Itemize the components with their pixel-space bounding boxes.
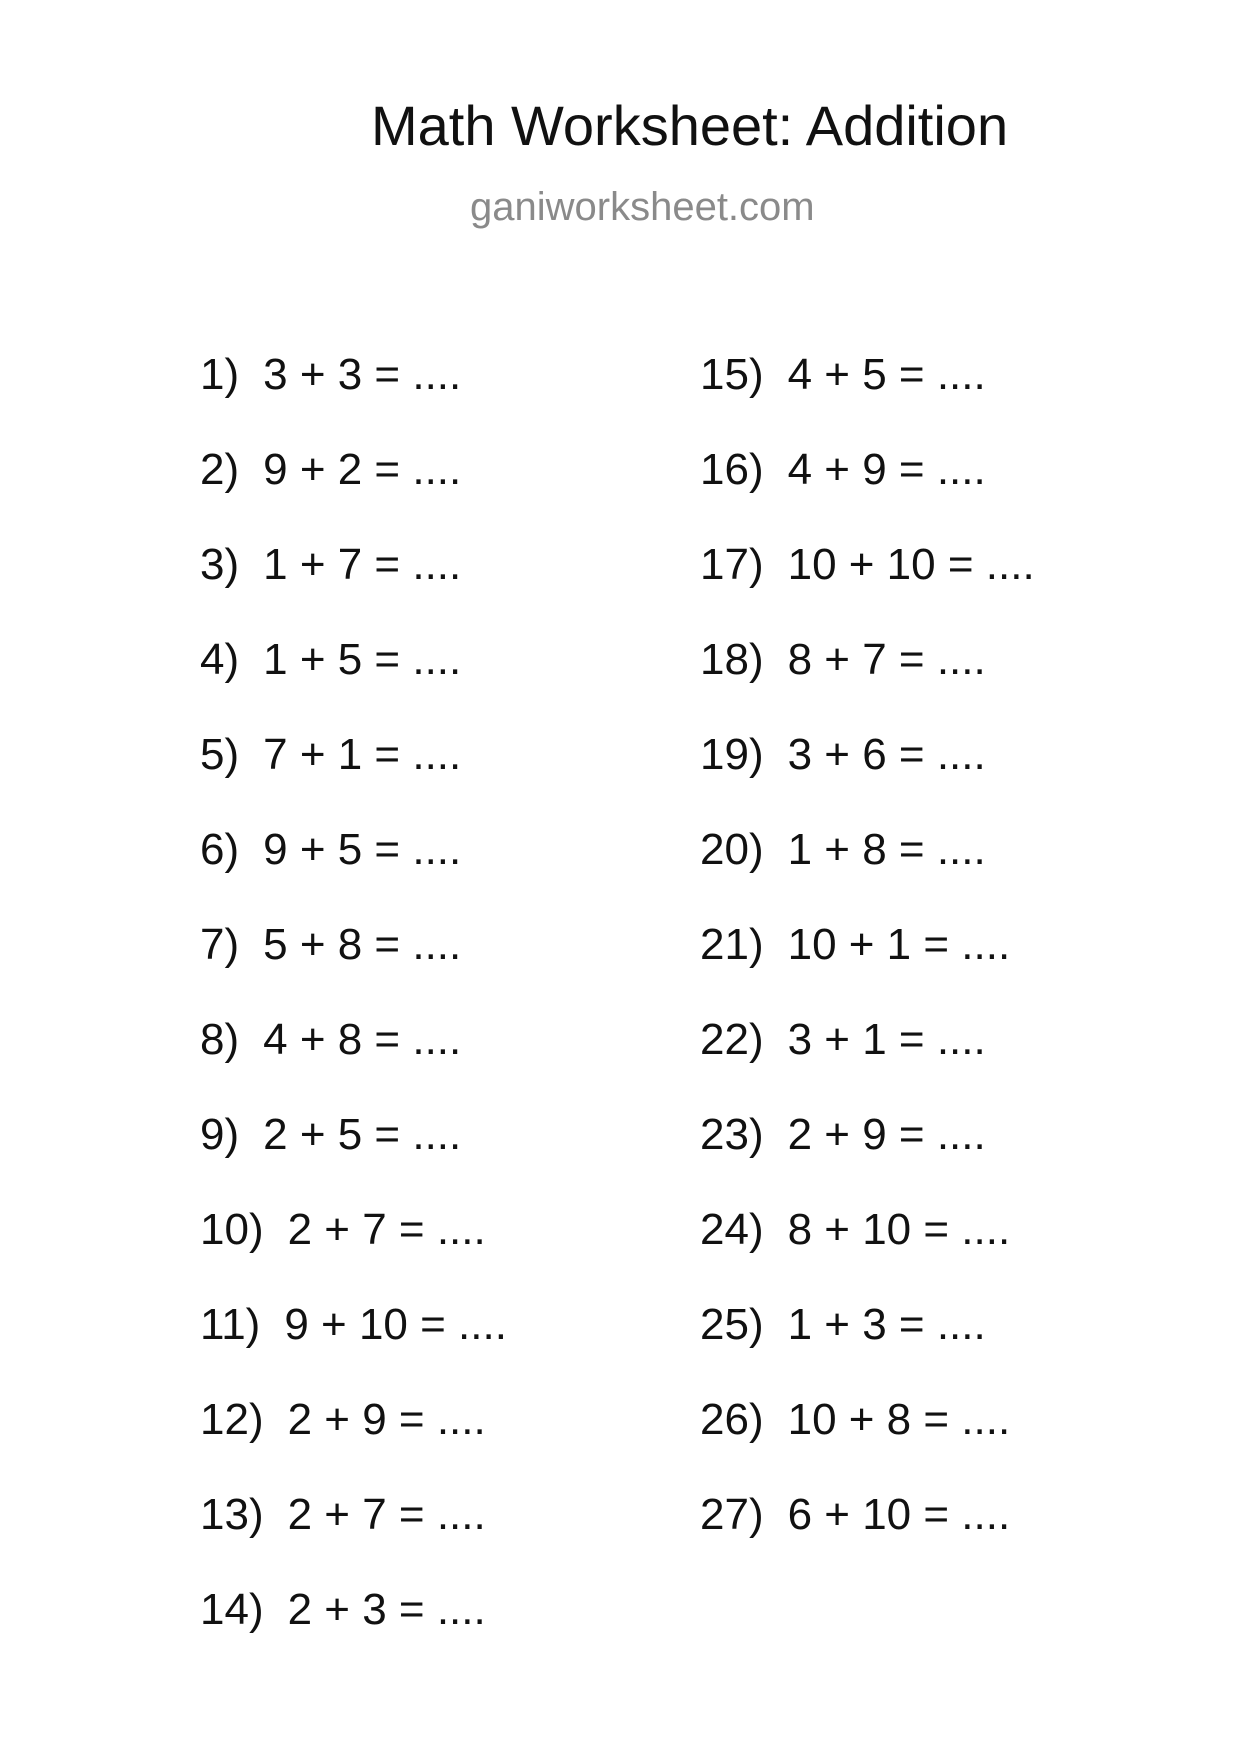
worksheet-title: Math Worksheet: Addition [371, 94, 1009, 157]
problem-expression: 1 + 3 = .... [787, 1300, 986, 1349]
problem-number: 9) [200, 1110, 240, 1159]
problem-expression: 5 + 8 = .... [263, 920, 462, 969]
problem-item [700, 1395, 1035, 1493]
problem-item [700, 1205, 1035, 1303]
problem-expression: 9 + 2 = .... [263, 445, 462, 494]
problem-number: 5) [200, 730, 240, 779]
problem-expression: 2 + 7 = .... [287, 1205, 486, 1254]
problem-number: 1) [200, 350, 240, 399]
problem-expression: 9 + 10 = .... [284, 1300, 507, 1349]
problem-item [700, 350, 1035, 448]
problem-expression: 4 + 5 = .... [787, 350, 986, 399]
problem-number: 12) [200, 1395, 264, 1444]
problem-item [700, 920, 1035, 1018]
problem-number: 3) [200, 540, 240, 589]
problem-number: 13) [200, 1490, 264, 1539]
problem-expression: 3 + 1 = .... [787, 1015, 986, 1064]
problem-expression: 2 + 9 = .... [287, 1395, 486, 1444]
problem-item [200, 445, 507, 543]
problem-item [200, 350, 507, 448]
problem-number: 14) [200, 1585, 264, 1634]
problem-item [200, 635, 507, 733]
problem-number: 8) [200, 1015, 240, 1064]
problem-column-right [700, 350, 1035, 1588]
problem-item [700, 445, 1035, 543]
problem-number: 20) [700, 825, 764, 874]
problem-item [200, 1395, 507, 1493]
problem-number: 10) [200, 1205, 264, 1254]
problem-item [200, 1585, 507, 1683]
problem-item [700, 825, 1035, 923]
problem-item [700, 1300, 1035, 1398]
problem-item [700, 1015, 1035, 1113]
problem-number: 22) [700, 1015, 764, 1064]
problem-item [200, 1490, 507, 1588]
problem-item [200, 825, 507, 923]
problem-expression: 2 + 7 = .... [287, 1490, 486, 1539]
problem-number: 17) [700, 540, 764, 589]
problem-item [200, 1110, 507, 1208]
problem-number: 7) [200, 920, 240, 969]
problem-item [200, 730, 507, 828]
problem-expression: 1 + 8 = .... [787, 825, 986, 874]
problem-expression: 8 + 10 = .... [787, 1205, 1011, 1254]
problem-expression: 10 + 10 = .... [787, 540, 1035, 589]
problem-number: 19) [700, 730, 764, 779]
problem-item [700, 540, 1035, 638]
problem-number: 6) [200, 825, 240, 874]
problem-number: 15) [700, 350, 764, 399]
problem-expression: 4 + 8 = .... [263, 1015, 462, 1064]
problem-item [200, 1015, 507, 1113]
problem-expression: 2 + 5 = .... [263, 1110, 462, 1159]
problem-item [700, 635, 1035, 733]
problem-expression: 7 + 1 = .... [263, 730, 462, 779]
problem-item [200, 1300, 507, 1398]
problem-number: 23) [700, 1110, 764, 1159]
problem-expression: 6 + 10 = .... [787, 1490, 1011, 1539]
problem-number: 4) [200, 635, 240, 684]
problem-expression: 10 + 8 = .... [787, 1395, 1011, 1444]
problem-number: 2) [200, 445, 240, 494]
problem-expression: 3 + 6 = .... [787, 730, 986, 779]
problem-expression: 8 + 7 = .... [787, 635, 986, 684]
problem-number: 11) [200, 1300, 261, 1349]
problem-expression: 1 + 5 = .... [263, 635, 462, 684]
problem-item [700, 1490, 1035, 1588]
problem-expression: 2 + 9 = .... [787, 1110, 986, 1159]
problem-item [200, 540, 507, 638]
worksheet-website: ganiworksheet.com [470, 185, 815, 229]
problem-expression: 4 + 9 = .... [787, 445, 986, 494]
problem-column-left [200, 350, 507, 1683]
problem-item [700, 730, 1035, 828]
problem-item [200, 920, 507, 1018]
problem-number: 25) [700, 1300, 764, 1349]
problem-number: 27) [700, 1490, 764, 1539]
problem-number: 21) [700, 920, 764, 969]
problem-expression: 2 + 3 = .... [287, 1585, 486, 1634]
problem-number: 18) [700, 635, 764, 684]
problem-item [700, 1110, 1035, 1208]
problem-number: 26) [700, 1395, 764, 1444]
problem-expression: 1 + 7 = .... [263, 540, 462, 589]
problem-number: 24) [700, 1205, 764, 1254]
problem-expression: 9 + 5 = .... [263, 825, 462, 874]
problem-number: 16) [700, 445, 764, 494]
problem-expression: 10 + 1 = .... [787, 920, 1011, 969]
problem-item [200, 1205, 507, 1303]
problem-expression: 3 + 3 = .... [263, 350, 462, 399]
